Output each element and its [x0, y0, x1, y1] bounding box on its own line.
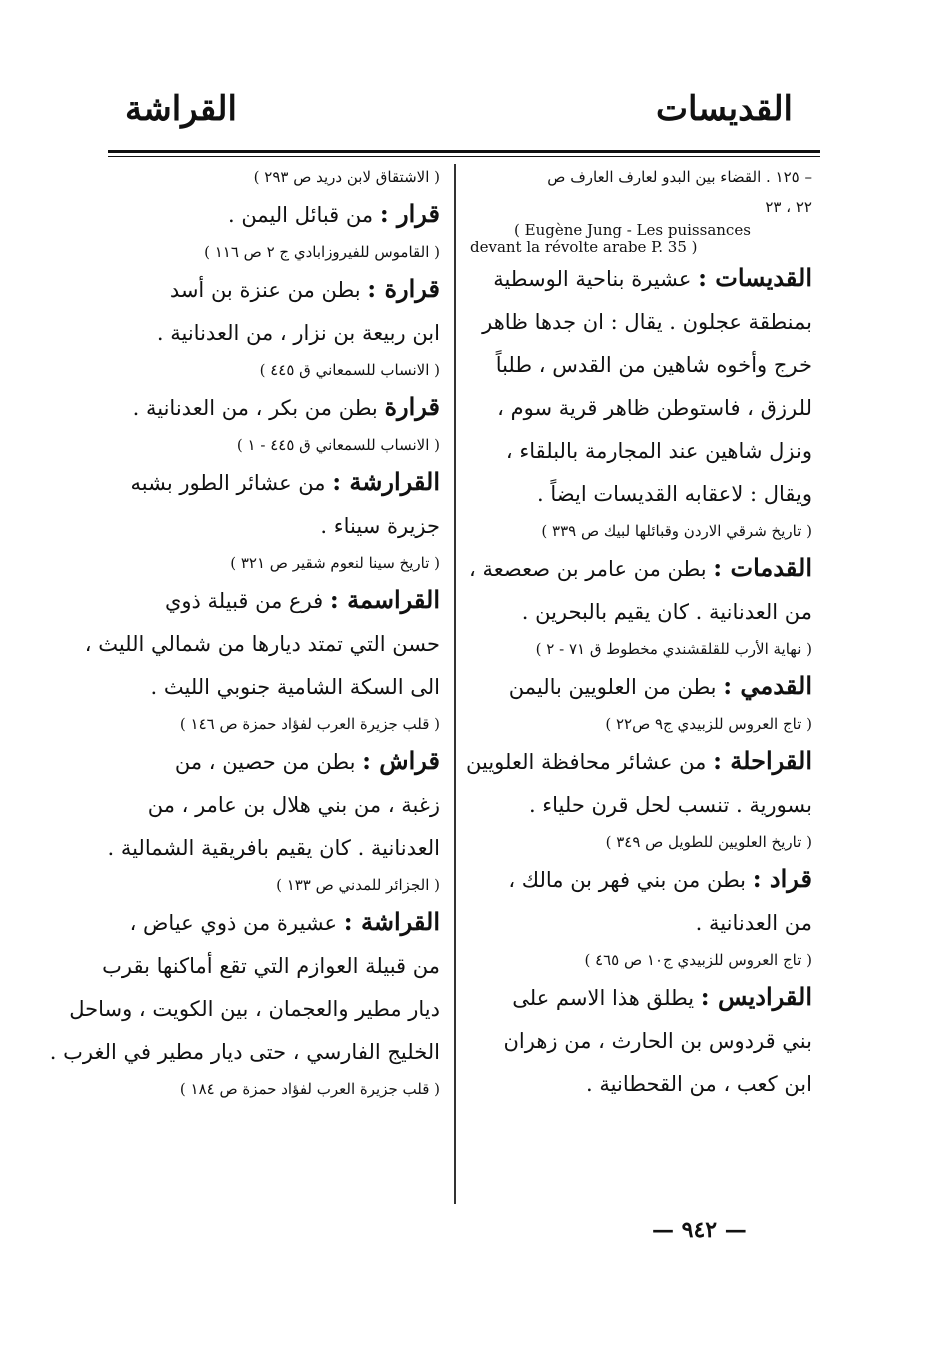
line-text: بطن من حصين ، من: [174, 750, 363, 774]
citation-line: [470, 516, 812, 546]
entry-term: القرارشة :: [332, 467, 440, 496]
citation-line: [470, 634, 812, 664]
text-line: [470, 1063, 812, 1106]
text-line: [96, 827, 440, 870]
text-line: [96, 312, 440, 355]
text-line: [470, 473, 812, 516]
text-line: [466, 739, 812, 784]
line-text: ( الانساب للسمعاني ق ٤٤٥ - ١ ): [236, 436, 440, 454]
line-text: ( الاشتقاق لابن دريد ص ٢٩٣ ): [253, 168, 440, 186]
line-text: ( القاموس للفيروزابادي ج ٢ ص ١١٦ ): [204, 243, 440, 261]
line-text: ( تاج العروس للزبيدي ج١٠ ص ٤٦٥ ): [584, 951, 812, 969]
line-text: بطن من بكر ، من العدنانية .: [132, 396, 385, 420]
line-text: ( قلب جزيرة العرب لفؤاد حمزة ص ١٨٤ ): [179, 1080, 440, 1098]
citation-line: [96, 162, 440, 192]
line-text: من قبائل اليمن .: [227, 203, 380, 227]
text-line: [96, 505, 440, 548]
line-text: يطلق هذا الاسم على: [512, 986, 701, 1010]
line-text: زغبة ، من بني هلال بن عامر ، من: [147, 793, 440, 817]
citation-line: [470, 827, 812, 857]
text-line: [470, 256, 812, 301]
line-text: من العدنانية .: [695, 911, 812, 935]
citation-line: [96, 355, 440, 385]
entry-term: قرارة: [384, 392, 440, 421]
line-text: جزيرة سيناء .: [320, 514, 440, 538]
line-text: ونزل شاهين عند المجارمة بالبلقاء ،: [505, 439, 812, 463]
text-line: [470, 546, 812, 591]
line-text: ( الجزائر للمدني ص ١٣٣ ): [276, 876, 440, 894]
text-line: [470, 301, 812, 344]
header-rule-thick: [108, 150, 820, 153]
citation-line: [96, 548, 440, 578]
text-line: [96, 267, 440, 312]
line-text: بطن من العلويين باليمن: [508, 675, 724, 699]
citation-line: [470, 192, 812, 222]
text-line: [96, 578, 440, 623]
text-line: [470, 784, 812, 827]
line-text: العدنانية . كان يقيم بافريقية الشمالية .: [107, 836, 440, 860]
line-text: الخليج الفارسي ، حتى ديار مطير في الغرب .: [49, 1040, 440, 1064]
line-text: بمنطقة عجلون . يقال : ان جدها ظاهر: [482, 310, 812, 334]
line-text: ديار مطير والعجمان ، بين الكويت ، وساحل: [69, 997, 440, 1021]
entry-term: قرارة :: [367, 274, 440, 303]
line-text: بسورية . تنسب لحل قرن حلياء .: [528, 793, 812, 817]
line-text: ( نهاية الأرب للقلقشندي مخطوط ق ٧١ - ٢ ): [535, 640, 812, 658]
entry-term: القديسات :: [698, 263, 812, 292]
text-line: [69, 988, 440, 1031]
line-text: خرج وأخوه شاهين من القدس ، طلباً: [495, 353, 812, 377]
entry-term: القدمات :: [713, 553, 812, 582]
line-text: للرزق ، فاستوطن ظاهر قرية سوم ،: [497, 396, 812, 420]
text-line: [470, 1020, 812, 1063]
entry-term: القراحلة :: [713, 746, 812, 775]
line-text: ابن ربيعة بن نزار ، من العدنانية .: [156, 321, 440, 345]
text-line: [96, 666, 440, 709]
text-line: [470, 344, 812, 387]
line-text: ( تاريخ شرقي الاردن وقبائلها لبيك ص ٣٣٩ ): [541, 522, 812, 540]
entry-term: قراد :: [752, 864, 812, 893]
entry-term: قراش :: [362, 746, 440, 775]
text-line: [96, 900, 440, 945]
text-line: [96, 460, 440, 505]
line-text: devant la révolte arabe P. 35 ): [470, 238, 698, 256]
citation-line: [96, 237, 440, 267]
latin-citation-line: [470, 239, 812, 256]
line-text: بني قردوس بن الحارث ، من زهران: [503, 1029, 812, 1053]
line-text: عشيرة بناحية الوسطية: [493, 267, 699, 291]
line-text: عشيرة من ذوي عياض ،: [129, 911, 344, 935]
text-line: [470, 975, 812, 1020]
line-text: بطن من بني فهر بن مالك ،: [508, 868, 753, 892]
line-text: حسن التي تمتد ديارها من شمالي الليث ،: [84, 632, 440, 656]
citation-line: [470, 709, 812, 739]
citation-line: [470, 945, 812, 975]
citation-line: [96, 709, 440, 739]
running-header-right: القديسات: [655, 89, 793, 129]
line-text: ( تاريخ سينا لنعوم شقير ص ٣٢١ ): [230, 554, 440, 572]
line-text: من عشائر الطور بشبه: [130, 471, 333, 495]
line-text: ( تاج العروس للزبيدي ج٩ ص٢٢ ): [605, 715, 812, 733]
header-rule-thin: [108, 156, 820, 157]
text-line: [470, 387, 812, 430]
text-line: [470, 857, 812, 902]
running-header-left: القراشة: [125, 89, 237, 129]
entry-term: القراشة :: [343, 907, 440, 936]
line-text: من عشائر محافظة العلويين: [466, 750, 714, 774]
latin-citation-line: [470, 222, 812, 239]
line-text: ٢٢ ، ٢٣: [765, 198, 812, 216]
right-column: [466, 162, 812, 1106]
text-line: [96, 784, 440, 827]
column-divider: [454, 164, 456, 1204]
line-text: ويقال : لاعقابه القديسات ايضاً .: [537, 482, 812, 506]
page-number: — ٩٤٢ —: [652, 1217, 747, 1243]
text-line: [470, 430, 812, 473]
text-line: [470, 591, 812, 634]
text-line: [470, 664, 812, 709]
citation-line: [96, 870, 440, 900]
line-text: من العدنانية . كان يقيم بالبحرين .: [521, 600, 812, 624]
line-text: من قبيلة العوازم التي تقع أماكنها بقرب: [102, 954, 440, 978]
citation-line: [96, 1074, 440, 1104]
line-text: بطن من عامر بن صعصعة ،: [469, 557, 714, 581]
text-line: [84, 623, 440, 666]
line-text: ابن كعب ، من القحطانية .: [586, 1072, 812, 1096]
text-line: [49, 1031, 440, 1074]
citation-line: [470, 162, 812, 192]
line-text: – ١٢٥ . القضاء بين البدو لعارف العارف ص: [547, 168, 812, 186]
text-line: [96, 385, 440, 430]
text-line: [96, 192, 440, 237]
text-line: [96, 945, 440, 988]
entry-term: القدمي :: [723, 671, 812, 700]
text-line: [96, 739, 440, 784]
line-text: ( قلب جزيرة العرب لفؤاد حمزة ص ١٤٦ ): [179, 715, 440, 733]
line-text: الى السكة الشامية جنوبي الليث .: [150, 675, 440, 699]
line-text: فرع من قبيلة ذوي: [164, 589, 330, 613]
entry-term: القراسمة :: [329, 585, 440, 614]
text-line: [470, 902, 812, 945]
line-text: بطن من عنزة بن أسد: [169, 278, 368, 302]
entry-term: قرار :: [379, 199, 440, 228]
line-text: ( تاريخ العلويين للطويل ص ٣٤٩ ): [605, 833, 812, 851]
line-text: ( Eugène Jung - Les puissances: [514, 221, 751, 239]
line-text: ( الانساب للسمعاني ق ٤٤٥ ): [259, 361, 440, 379]
citation-line: [96, 430, 440, 460]
entry-term: القراديس :: [700, 982, 812, 1011]
left-column: [49, 162, 440, 1104]
